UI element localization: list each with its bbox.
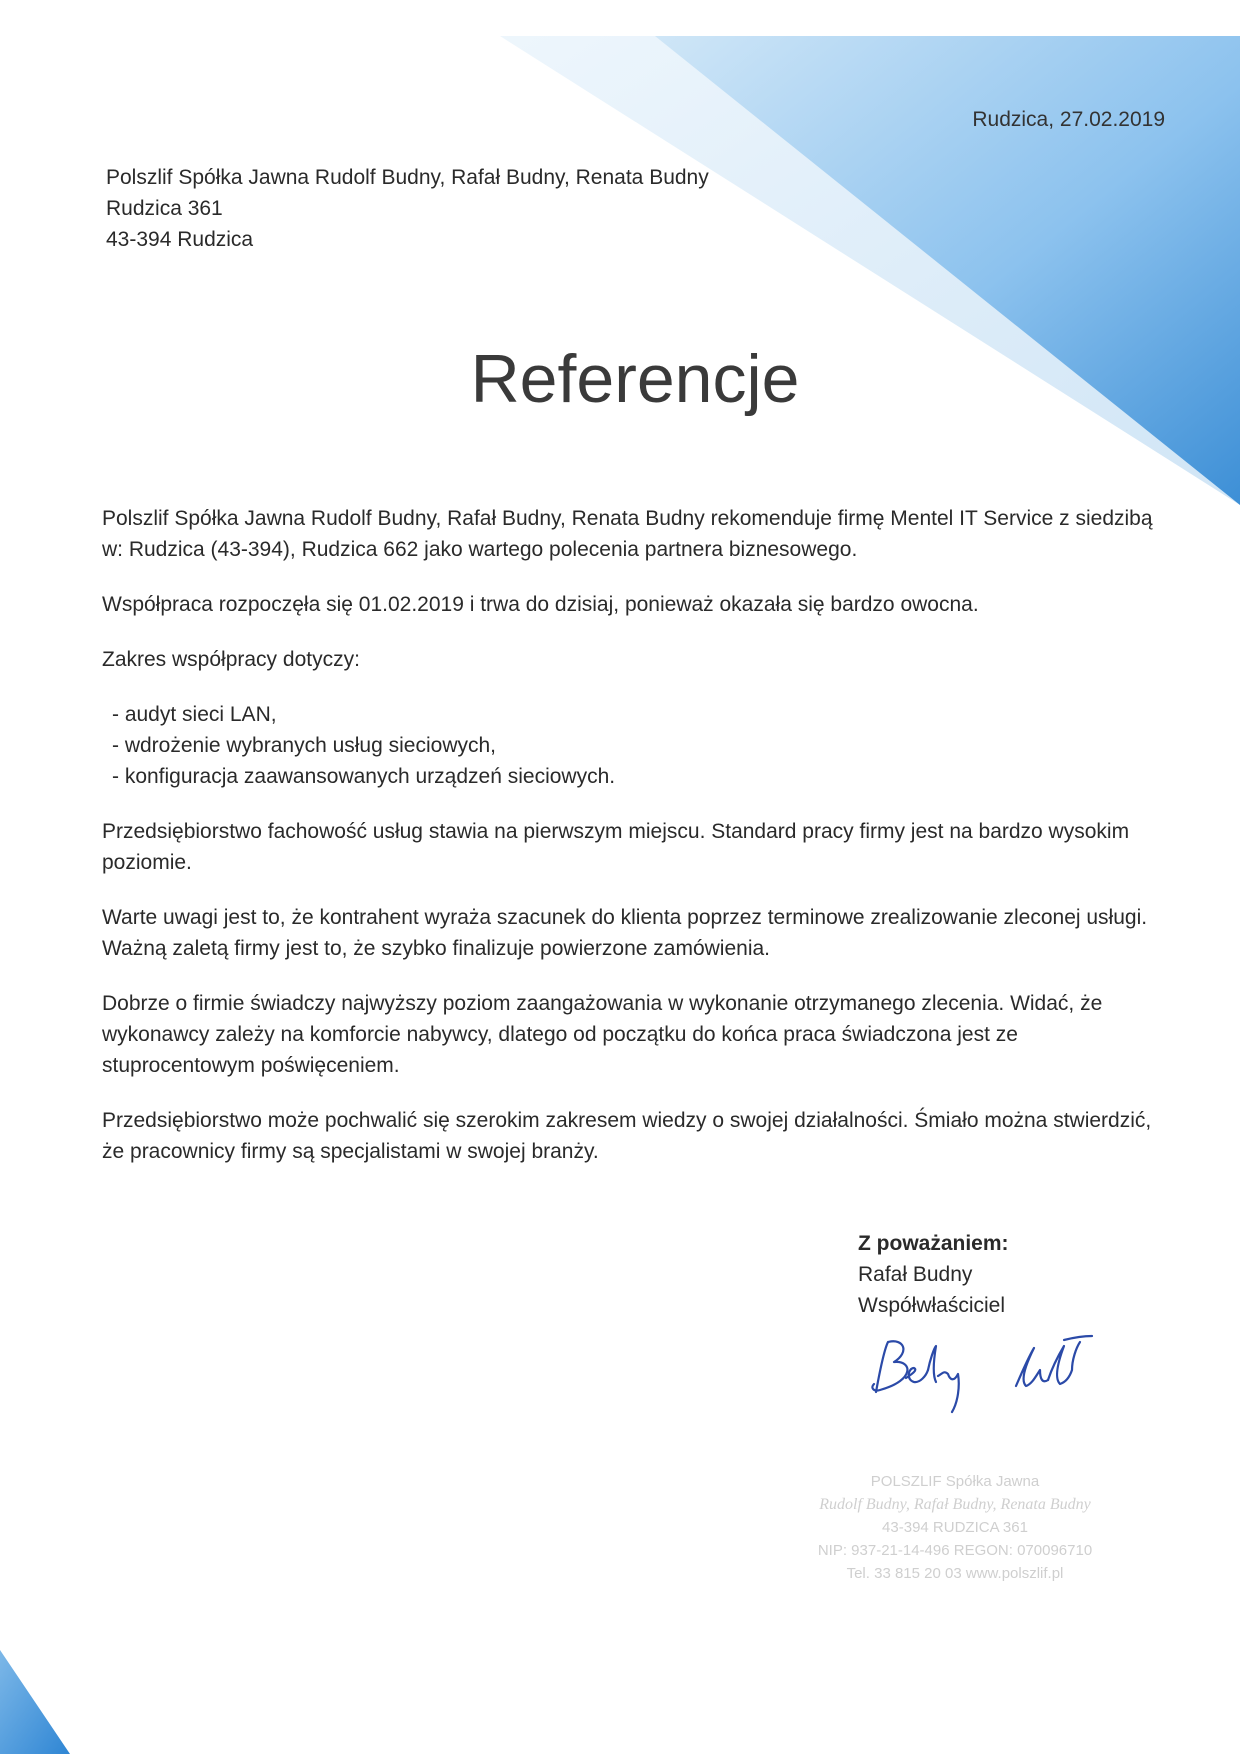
sender-city: 43-394 Rudzica xyxy=(106,228,254,251)
document-title: Referencje xyxy=(470,341,800,417)
list-item: - wdrożenie wybranych usług sieciowych, xyxy=(112,734,496,757)
paragraph-cooperation-start: Współpraca rozpoczęła się 01.02.2019 i trwa do dzisiaj, ponieważ okazała się bardzo owocna. xyxy=(102,593,979,616)
paragraph-expertise: Przedsiębiorstwo może pochwalić się szerokim zakresem wiedzy o swojej działalności. Śmiało można stwierdzić, że pracownicy firmy są specjalistami w swojej branży. xyxy=(102,1109,1152,1163)
signoff-role: Współwłaściciel xyxy=(858,1294,1006,1317)
sender-name: Polszlif Spółka Jawna Rudolf Budny, Rafał Budny, Renata Budny xyxy=(106,166,709,189)
signoff-block xyxy=(858,1228,1009,1321)
stamp-line: 43-394 RUDZICA 361 xyxy=(882,1519,1028,1536)
paragraph-scope-intro: Zakres współpracy dotyczy: xyxy=(102,648,360,671)
stamp-line: Rudolf Budny, Rafał Budny, Renata Budny xyxy=(819,1496,1091,1513)
handwritten-signature xyxy=(858,1330,1118,1420)
letter-date: Rudzica, 27.02.2019 xyxy=(972,108,1165,131)
stamp-line: NIP: 937-21-14-496 REGON: 070096710 xyxy=(817,1542,1093,1559)
paragraph-recommendation: Polszlif Spółka Jawna Rudolf Budny, Rafał Budny, Renata Budny rekomenduje firmę Mentel IT Service z siedzibą w: Rudzica (43-394), Rudzica 662 jako wartego polecenia partnera biznesowego. xyxy=(102,507,1153,561)
company-stamp xyxy=(810,1470,1100,1585)
signoff-greeting: Z poważaniem: xyxy=(858,1232,1009,1255)
signoff-name: Rafał Budny xyxy=(858,1263,973,1286)
paragraph-commitment: Dobrze o firmie świadczy najwyższy poziom zaangażowania w wykonanie otrzymanego zlecenia. Widać, że wykonawcy zależy na komforcie nabywcy, dlatego od początku do końca praca świadczona jest ze stuprocentowym poświęceniem. xyxy=(102,992,1103,1077)
top-right-accent-triangle xyxy=(655,36,1240,505)
sender-street: Rudzica 361 xyxy=(106,197,223,220)
letter-body xyxy=(102,503,1172,1191)
sender-address xyxy=(106,162,709,255)
bottom-left-accent-triangle xyxy=(0,1650,70,1754)
paragraph-quality: Przedsiębiorstwo fachowość usług stawia na pierwszym miejscu. Standard pracy firmy jest na bardzo wysokim poziomie. xyxy=(102,820,1130,874)
stamp-line: Tel. 33 815 20 03 www.polszlif.pl xyxy=(846,1565,1064,1582)
list-item: - konfiguracja zaawansowanych urządzeń sieciowych. xyxy=(112,765,616,788)
stamp-line: POLSZLIF Spółka Jawna xyxy=(870,1473,1040,1490)
scope-list xyxy=(112,699,1172,792)
list-item: - audyt sieci LAN, xyxy=(112,703,277,726)
paragraph-timeliness: Warte uwagi jest to, że kontrahent wyraża szacunek do klienta poprzez terminowe zrealizowanie zleconej usługi. Ważną zaletą firmy jest to, że szybko finalizuje powierzone zamówienia. xyxy=(102,906,1148,960)
